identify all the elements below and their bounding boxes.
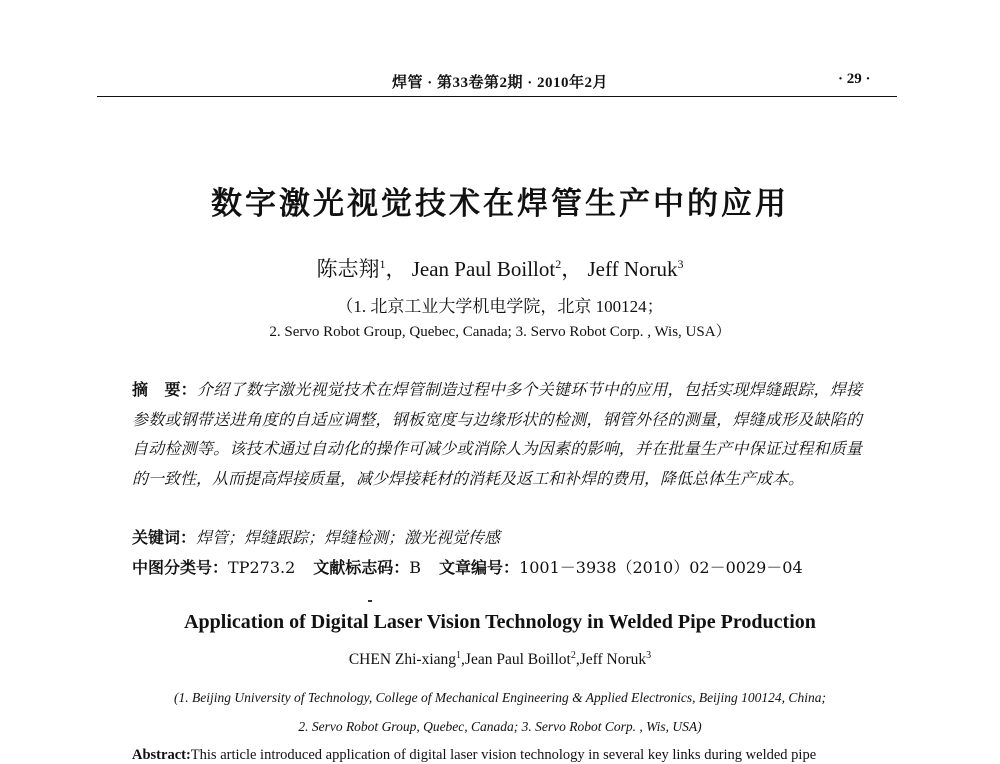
authors-cn bbox=[0, 253, 1000, 283]
article-number-value: 1001－3938（2010）02－0029－04 bbox=[519, 558, 803, 577]
author-sep: ， bbox=[561, 257, 583, 281]
affiliation-cn-1: （1. 北京工业大学机电学院，北京 100124； bbox=[336, 297, 664, 316]
classification-line bbox=[132, 555, 872, 578]
author-en-1-affil: 1 bbox=[456, 650, 462, 661]
paper-title-en: Application of Digital Laser Vision Technology in Welded Pipe Production bbox=[184, 611, 816, 633]
article-number-label: 文章编号： bbox=[439, 558, 520, 577]
author-en-2-affil: 2 bbox=[570, 650, 576, 661]
author-sep: ， bbox=[385, 257, 407, 281]
abstract-text: 介绍了数字激光视觉技术在焊管制造过程中多个关键环节中的应用，包括实现焊缝跟踪，焊接参数或钢带送进角度的自适应调整，钢板宽度与边缘形状的检测，钢管外径的测量，焊缝成形及缺陷的自动检测等。该技术通过自动化的操作可减少或消除人为因素的影响，并在批量生产中保证过程和质量的一致性，从而提高焊接质量，减少焊接耗材的消耗及返工和补焊的费用，降低总体生产成本。 bbox=[132, 380, 862, 488]
abstract-en-text: This article introduced application of digital laser vision technology in several key links during welded pipe bbox=[190, 747, 817, 763]
abstract-en bbox=[132, 747, 872, 764]
author-en-3: ,Jeff Noruk bbox=[575, 651, 647, 669]
affiliation-en-1: (1. Beijing University of Technology, College of Mechanical Engineering & Applied Electronics, Beijing 100124, China; bbox=[174, 690, 826, 705]
author-2-affil: 2 bbox=[555, 257, 562, 271]
author-en-3-affil: 3 bbox=[646, 650, 652, 661]
author-3-affil: 3 bbox=[677, 257, 684, 271]
authors-en bbox=[0, 650, 1000, 669]
abstract-label: 摘 要： bbox=[132, 380, 197, 399]
journal-line: 焊管 · 第33卷第2期 · 2010年2月 bbox=[391, 75, 608, 91]
author-2: Jean Paul Boillot bbox=[411, 257, 556, 281]
affiliation-en-2: 2. Servo Robot Group, Quebec, Canada; 3. Servo Robot Corp. , Wis, USA) bbox=[298, 719, 702, 734]
header-rule bbox=[97, 96, 897, 97]
keywords-label: 关键词： bbox=[132, 528, 197, 547]
running-header bbox=[0, 0, 1000, 100]
stray-mark bbox=[368, 600, 372, 602]
author-1: 陈志翔 bbox=[316, 257, 380, 281]
keywords-cn bbox=[132, 525, 872, 548]
paper-title-cn: 数字激光视觉技术在焊管生产中的应用 bbox=[211, 186, 789, 222]
keywords-text: 焊管；焊缝跟踪；焊缝检测；激光视觉传感 bbox=[196, 528, 501, 547]
abstract-en-label: Abstract: bbox=[132, 747, 191, 763]
clc-label: 中图分类号： bbox=[132, 558, 229, 577]
abstract-cn bbox=[132, 375, 862, 493]
doc-code-label: 文献标志码： bbox=[313, 558, 410, 577]
clc-value: TP273.2 bbox=[228, 558, 296, 577]
affiliation-cn-2: 2. Servo Robot Group, Quebec, Canada; 3. Servo Robot Corp. , Wis, USA） bbox=[269, 324, 731, 340]
author-3: Jeff Noruk bbox=[587, 257, 678, 281]
author-en-1: CHEN Zhi-xiang bbox=[348, 651, 457, 669]
author-en-2: ,Jean Paul Boillot bbox=[461, 651, 571, 669]
doc-code-value: B bbox=[409, 558, 422, 577]
author-1-affil: 1 bbox=[379, 257, 386, 271]
page-number: · 29 · bbox=[838, 71, 871, 87]
